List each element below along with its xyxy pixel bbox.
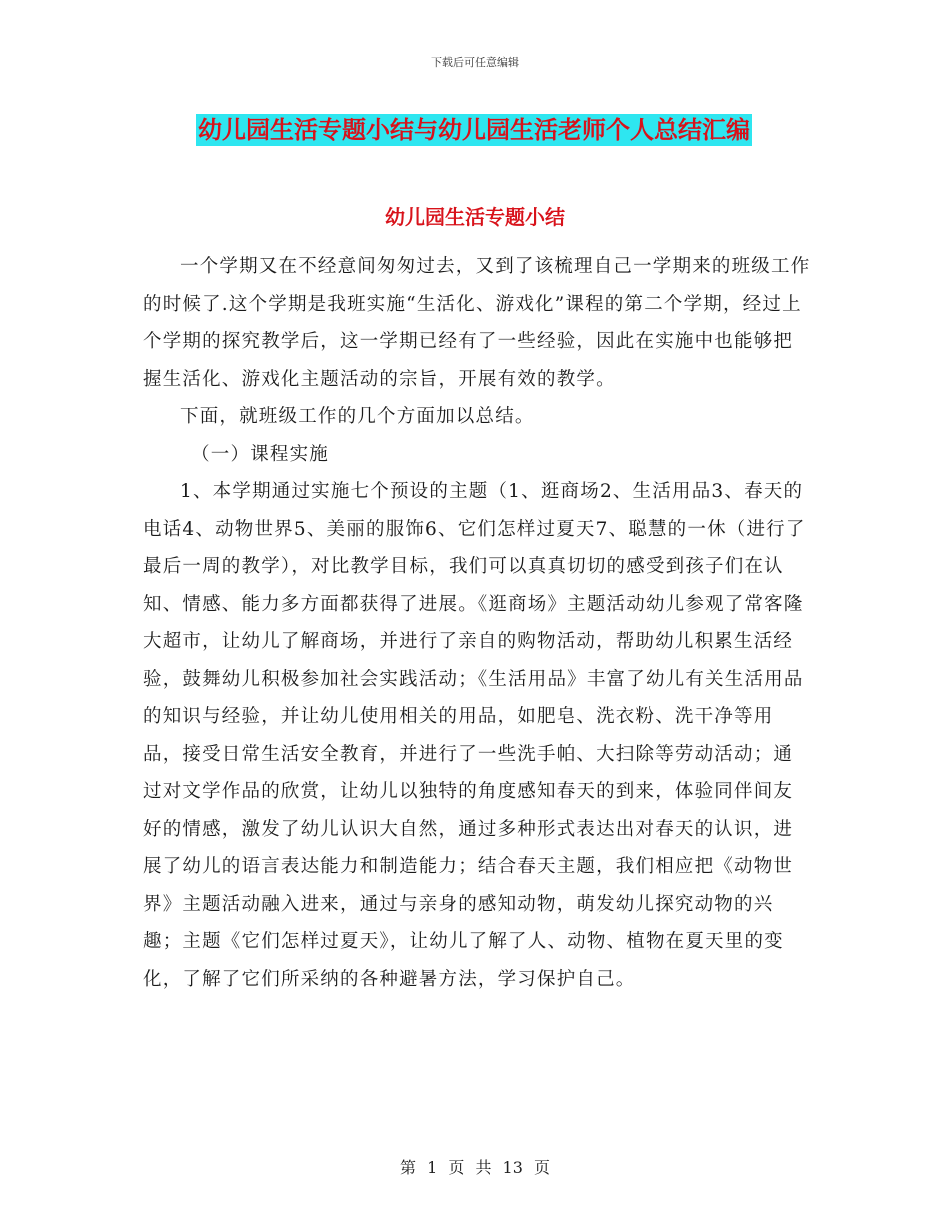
document-title: 幼儿园生活专题小结与幼儿园生活老师个人总结汇编 (198, 115, 750, 144)
section-title: 幼儿园生活专题小结 (385, 205, 565, 229)
header-note: 下载后可任意编辑 (431, 56, 519, 69)
document-body (143, 248, 811, 998)
subheading-curriculum: （一）课程实施 (191, 443, 329, 465)
paragraph-intro: 一个学期又在不经意间匆匆过去，又到了该梳理自己一学期来的班级工作的时候了.这个学期是我班实施“生活化、游戏化”课程的第二个学期，经过上个学期的探究教学后，这一学期已经有了一些经验，因此在实施中也能够把握生活化、游戏化主题活动的宗旨，开展有效的教学。 (143, 256, 811, 390)
paragraph-summary-lead: 下面，就班级工作的几个方面加以总结。 (180, 406, 535, 427)
page-indicator: 第 1 页 共 13 页 (400, 1158, 550, 1177)
paragraph-curriculum-detail: 1、本学期通过实施七个预设的主题（1、逛商场2、生活用品3、春天的电话4、动物世界5、美丽的服饰6、它们怎样过夏天7、聪慧的一休（进行了最后一周的教学），对比教学目标，我们可以真真切切的感受到孩子们在认知、情感、能力多方面都获得了进展。《逛商场》主题活动幼儿参观了常客隆大超市，让幼儿了解商场，并进行了亲自的购物活动，帮助幼儿积累生活经验，鼓舞幼儿积极参加社会实践活动；《生活用品》丰富了幼儿有关生活用品的知识与经验，并让幼儿使用相关的用品，如肥皂、洗衣粉、洗干净等用品，接受日常生活安全教育，并进行了一些洗手帕、大扫除等劳动活动；通过对文学作品的欣赏，让幼儿以独特的角度感知春天的到来，体验同伴间友好的情感，激发了幼儿认识大自然，通过多种形式表达出对春天的认识，进展了幼儿的语言表达能力和制造能力；结合春天主题，我们相应把《动物世界》主题活动融入进来，通过与亲身的感知动物，萌发幼儿探究动物的兴趣；主题《它们怎样过夏天》，让幼儿了解了人、动物、植物在夏天里的变化，了解了它们所采纳的各种避暑方法，学习保护自己。 (143, 481, 806, 990)
